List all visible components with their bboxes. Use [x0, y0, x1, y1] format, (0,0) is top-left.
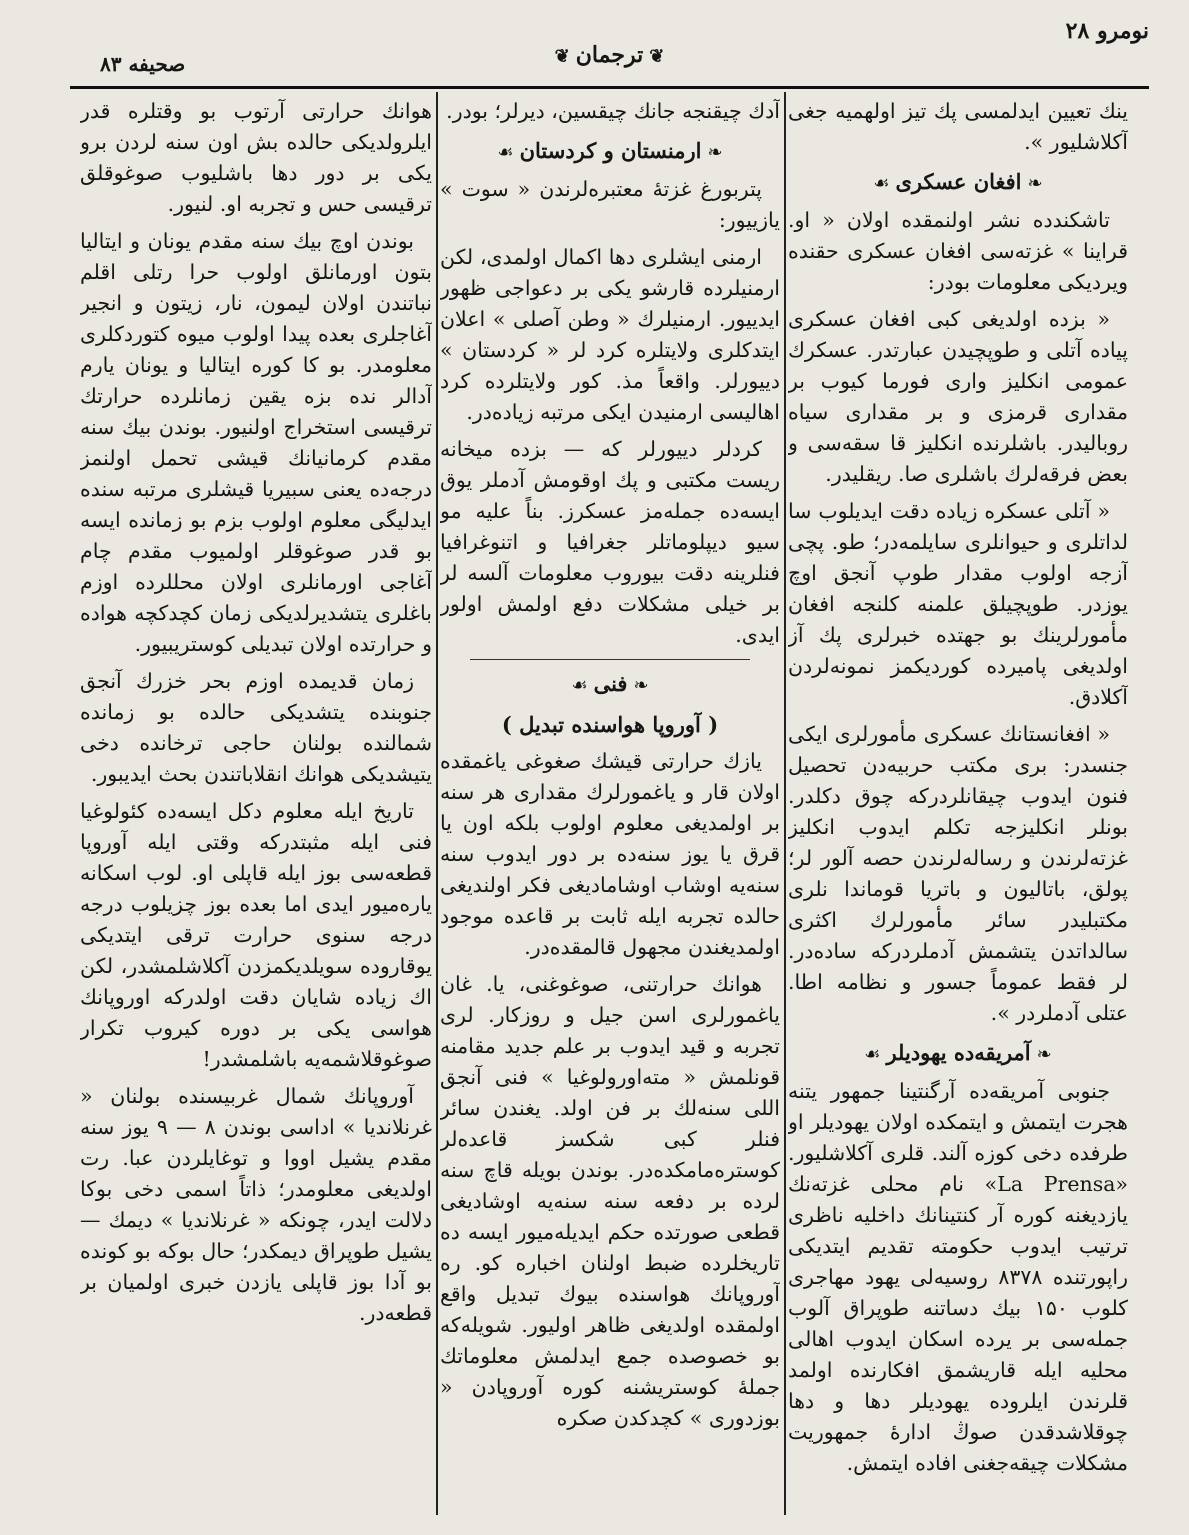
- article-paragraph: بوندن اوچ بیك سنه مقدم یونان و ایتالیا بتون اورمانلق اولوب حرا رتلی اقلم نباتندن اولان لیمون، نار، زیتون و انجیر آغاجلری بعده پیدا اولوب میوه كتوردكلری معلومدر. بو كا كوره ایتالیا و یونان یارم آدالر نده بزه یقین زمانلرده حرارتك ترقیسی استخراج اولنیور. بوندن بیك سنه مقدم كرمانیانك قیشی تحمل اولنمز درجه‌ده یعنی سبیریا قیشلری مرتبه سنده ایدلیگی معلوم اولوب بزم بو زمانده ایسه بو قدر صوغوقلر اولمیوب مقدم چام آغاجی اورمانلری اولان محللرده اوزم باغلری یتشدیرلدیكی زمان كچدكچه هواده و حرارتده اولان تبدیلی كوستریبیور.: [80, 229, 432, 656]
- article-paragraph: جنوبی آمریقه‌ده آرگنتینا جمهور یتنه هجرت ایتمش و ایتمكده اولان یهودیلر او طرفده دخی كوزه آلند. قلری آكلاشلیور. «La Prensa» نام محلی غزته‌نك یازدیغنه كوره آر كنتینانك داخلیه ناظری ترتیب ایدوب حكومته تقدیم ایتدیكی راپورتنده ۸۳۷۸ روسیه‌لی یهود مهاجری كلوب ۱۵۰ بیك دساتنه طوپراق آلوب جمله‌سی بر یرده اسكان ایدوب اهالی محلیه ایله قاریشمق افكارنده اولمد قلرندن ایلروده یهودیلر دها و دها چوقلاشدقدن صوڭ ادارهٔ جمهوریت مشكلات چیقه‌جغنی افاده ایتمش.: [788, 1079, 1128, 1475]
- masthead: [70, 42, 1149, 68]
- ornament-icon: ❧: [633, 675, 649, 696]
- page-number-label: صحیفه ۸۳: [100, 52, 186, 76]
- section-heading: [440, 668, 780, 701]
- article-paragraph: هوانك حرارتنی، صوغوغنی، یا. غان یاغمورلری اسن جیل و روزكار. لری تجربه و قید ایدوب بر علم جدید مقامنه قونلمش « مته‌اورولوغیا » فنی آنجق اللی سنه‌لك بر فن اولد. یغندن سائر فنلر كبی شكسز قاعده‌لر كوستره‌مامكده‌در. بوندن بویله قاچ سنه لرده بر دفعه سنه سنه‌یه اوشادیغی قطعی صورتده حكم ایدیله‌میور ایسه ده تاریخلرده ضبط اولنان اخباره كو. ره آوروپانك هواسنده بیوك تبدیل واقع اولمقده اولدیغی ظاهر اولیور. شویله‌كه بو خصوصده جمع ایدلمش معلوماتك جملهٔ كوستریشنه كوره آوروپادن « بوزدوری » كچدكدن صكره: [440, 972, 780, 1430]
- ornament-icon: ❦: [554, 46, 570, 67]
- page-header: [70, 14, 1149, 84]
- section-heading: [440, 135, 780, 168]
- article-paragraph: تاشكندده نشر اولنمقده اولان « او. قراینا » غزته‌سی افغان عسكری حقنده ویردیكی معلومات بودر:: [788, 208, 1128, 294]
- column-middle: [440, 96, 780, 1505]
- masthead-title: ترجمان: [575, 42, 644, 68]
- article-paragraph: تاریخ ایله معلوم دكل ایسه‌ده كئولوغیا فنی ایله مثبتدركه وقتی ایله آوروپا قطعه‌سی بوز ایله قاپلی او. لوب اسكانه یاره‌میور ایدی اما بعده بوز چزیلوب درجه درجه سنوی حرارت ترقی ایتدیكی یوقاروده سویلدیكمزدن آكلاشلمشدر، لكن اك زیاده شایان دقت اولدركه اوروپانك هواسی یكی بر دوره كیروب تكرار صوغوقلاشمه‌یه باشلمشدر!: [80, 799, 432, 1071]
- article-paragraph: هوانك حرارتی آرتوب بو وقتلره قدر ایلرولدیكی حالده بش اون سنه لردن برو یكی بر دور دها باشلیوب صوغوقلق ترقیسی حس و تجربه او. لنیور.: [80, 99, 432, 216]
- article-paragraph: « آتلی عسكره زیاده دقت ایدیلوب سا لداتلری و حیوانلری سایلمه‌در؛ طو. پچی آزجه اولوب مقدار طوپ آنجق اوچ یوزدر. طوپچیلق علمنه كلنجه افغان مأمورلرینك بو جهتده خبرلری پك آز اولدیغی پامیرده كوردیكمز نمونه‌لردن آكلادق.: [788, 499, 1128, 709]
- column-left: [80, 96, 432, 1505]
- ornament-icon: ☙: [864, 1044, 881, 1065]
- article-paragraph: پتربورغ غزتهٔ معتبره‌لرندن « سوت » یازییور:: [440, 177, 780, 232]
- lead-paragraph: ینك تعیین ایدلمسی پك تیز اولهمیه جغی آكلاشلیور ».: [788, 99, 1128, 154]
- section-heading: [788, 1037, 1128, 1070]
- column-right: [788, 96, 1128, 1505]
- ornament-icon: ❧: [1036, 1044, 1052, 1065]
- section-title: آمریقه‌ده یهودیلر: [886, 1040, 1031, 1065]
- article-paragraph: « بزده اولدیغی كبی افغان عسكری پیاده آتلی و طوپچیدن عبارتدر. عسكرك عمومی انكلیز واری فورما كیوب بر مقداری قرمزی و بر مقداری سیاه روبالیدر. باشلرنده انكلیز قا سقه‌سی و بعض فرقه‌لرك باشلری صا. ریقلیدر.: [788, 307, 1128, 486]
- column-divider: [784, 92, 786, 1515]
- section-subtitle: ( آوروپا هواسنده تبدیل ): [501, 712, 719, 737]
- section-title: افغان عسكری: [895, 169, 1022, 194]
- section-separator: [470, 659, 750, 660]
- ornament-icon: ☙: [497, 142, 514, 163]
- issue-number-label: نومرو ۲۸: [1065, 18, 1149, 44]
- article-paragraph: یازك حرارتی قیشك صغوغی یاغمقده اولان قار و یاغمورلرك مقداری هر سنه بر اولمدیغی معلوم اولوب بلكه اون یا قرق یا یوز سنه‌ده بر دور ایدوب سنه سنه‌یه اوشاب اوشامادیغی فكر اولندیغی حالده تجربه ایله ثابت بر قاعده موجود اولمدیغندن مجهول قالمقده‌در.: [440, 749, 780, 959]
- article-paragraph: آوروپانك شمال غربیسنده بولنان « غرنلاندیا » اداسی بوندن ۸ — ۹ یوز سنه مقدم یشیل اووا و توغایلردن عبا. رت اولدیغی معلومدر؛ ذاتاً اسمی دخی بوكا دلالت ایدر، چونكه « غرنلاندیا » دیمك — یشیل طوپراق دیمكدر؛ حال بوكه بو كونده بو آدا بوز قاپلی یازدن خبری اولمیان بر قطعه‌در.: [80, 1084, 432, 1325]
- ornament-icon: ☙: [571, 675, 588, 696]
- ornament-icon: ❧: [1027, 173, 1043, 194]
- lead-paragraph: آدك چیقنجه جانك چیقسین، دیرلر؛ بودر.: [446, 99, 780, 123]
- section-heading: [788, 166, 1128, 199]
- ornament-icon: ☙: [873, 173, 890, 194]
- article-paragraph: كردلر دییورلر كه — بزده میخانه ریست مكتبی و پك اوقومش آدملر یوق ایسه‌ده جمله‌مز عسكرز. بناً علیه مو سیو دیپلوماتلر جغرافیا و اتنوغرافیا فنلرینه دقت بیوروب معلومات آلسه لر بر خیلی مشكلات دفع اولمش اولور ایدی.: [440, 437, 780, 647]
- section-title: ارمنستان و كردستان: [519, 138, 702, 163]
- column-divider: [436, 92, 438, 1515]
- header-rule: [70, 86, 1149, 89]
- article-paragraph: زمان قدیمده اوزم بحر خزرك آنجق جنوبنده یتشدیكی حالده بو زمانده شمالنده بولنان حاجی ترخانده دخی یتیشدیكی هوانك انقلاباتندن بحث ایدیبور.: [80, 669, 432, 786]
- article-paragraph: ارمنی ایشلری دها اكمال اولمدی، لكن ارمنیلرده قارشو یكی بر دعواجی ظهور ایدییور. ارمنیلرك « وطن آصلی » اعلان ایتدكلری ولایتلره كرد لر « كردستان » دییورلر. واقعاً مذ. كور ولایتلرده كرد اهالیسی ارمنیدن ایكی مرتبه زیاده‌در.: [440, 245, 780, 424]
- ornament-icon: ❦: [649, 46, 665, 67]
- section-title: فنی: [593, 671, 628, 696]
- ornament-icon: ❧: [707, 142, 723, 163]
- article-paragraph: « افغانستانك عسكری مأمورلری ایكی جنسدر: بری مكتب حربیه‌دن تحصیل فنون ایدوب چیقانلردركه چوق دكلدر. بونلر انكلیزجه تكلم ایدوب انكلیز غزته‌لرندن و رساله‌لرندن حصه آلور لر؛ پولق، باتالیون و باتریا قوماندا نلری مكتبلیدر سائر مأمورلرك اكثری سالداتدن یتشمش آدملردركه ساده‌در. لر فقط عموماً جسور و نظامه اطا. عتلی آدملردر ».: [788, 722, 1128, 1025]
